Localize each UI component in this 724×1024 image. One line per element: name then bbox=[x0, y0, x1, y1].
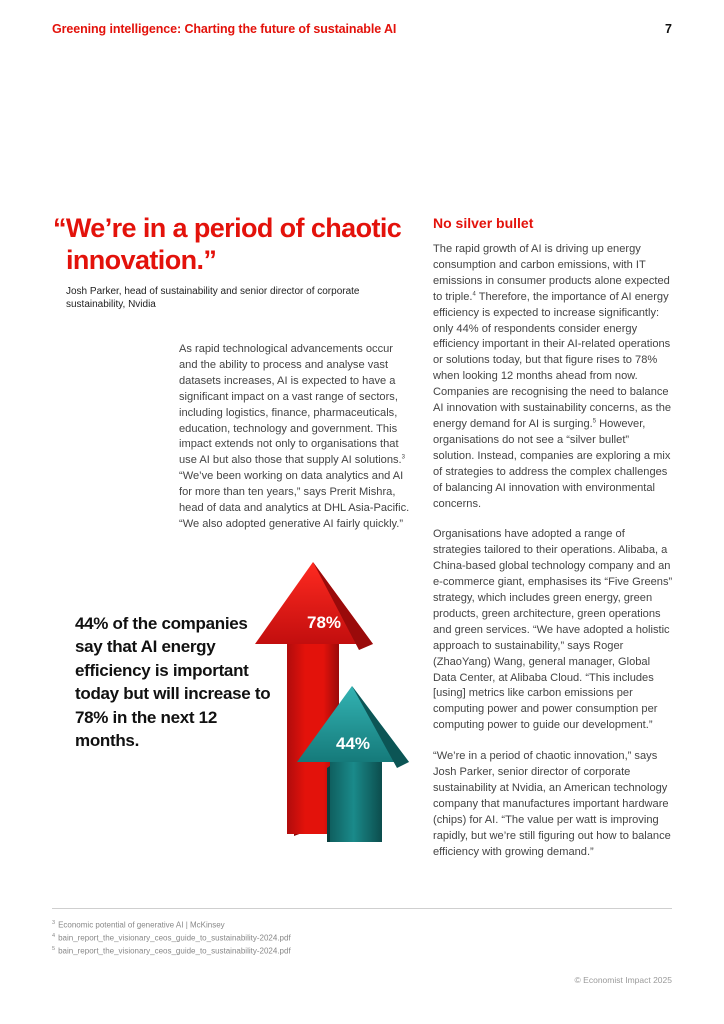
body-paragraph-2: Organisations have adopted a range of strategies tailored to their operations. Alibaba, a China-based global technology company and an e-commerce giant, emphasises its “Five Greens” strategy, which includes green energy, green products, green architecture, green operations and green services. “We have adopted a holistic approach to sustainability,” says Roger (ZhaoYang) Wang, general manager, Global Data Center, at Alibaba Cloud. “This includes [using] metrics like carbon emissions per computing power and power consumption per computing power to guide our development.” bbox=[433, 528, 673, 732]
arrow-78-label: 78% bbox=[307, 613, 342, 632]
body-paragraph-3: “We’re in a period of chaotic innovation,” says Josh Parker, senior director of corporate sustainability at Nvidia, an American technology company that manufactures important hardware (chips) for AI. “The value per watt is improving rapidly, but we’re still figuring out how to balance efficiency with growing demand.” bbox=[433, 750, 671, 858]
growth-arrows-graphic bbox=[255, 560, 425, 850]
footnotes bbox=[52, 918, 291, 957]
footnote-number: 3 bbox=[52, 920, 56, 926]
intro-paragraph bbox=[179, 342, 413, 533]
footnote-item bbox=[52, 944, 291, 957]
stat-callout: 44% of the companies say that AI energy efficiency is important today but will increase to 78% in the next 12 months. bbox=[75, 614, 271, 751]
section-heading: No silver bullet bbox=[433, 215, 534, 231]
footnote-item bbox=[52, 931, 291, 944]
footnotes-divider bbox=[52, 908, 672, 909]
footnote-text[interactable]: Economic potential of generative AI | McKinsey bbox=[58, 920, 225, 930]
footnote-ref: 5 bbox=[592, 418, 597, 425]
footnote-number: 4 bbox=[52, 933, 56, 940]
copyright-notice: © Economist Impact 2025 bbox=[574, 975, 672, 985]
footnote-item bbox=[52, 918, 291, 931]
intro-text-part1: As rapid technological advancements occur and the ability to process and analyse vast datasets increases, AI is expected to have a significant impact on a vast range of sectors, including logistics, finance, pharmaceuticals, education, technology and government. This impact extends not only to organisations that use AI but also those that supply AI solutions. bbox=[179, 343, 402, 467]
pull-quote-attribution: Josh Parker, head of sustainability and senior director of corporate sustainability, Nvidia bbox=[66, 286, 360, 310]
arrow-44-shaft bbox=[330, 762, 382, 842]
arrow-44-label: 44% bbox=[336, 734, 371, 753]
footnote-ref: 4 bbox=[472, 291, 476, 298]
body-p1-part3: However, organisations do not see a “silver bullet” solution. Instead, companies are exploring a mix of strategies to address the complex challenges of balancing AI innovation with environmental concerns. bbox=[433, 417, 671, 510]
footnote-text[interactable]: bain_report_the_visionary_ceos_guide_to_sustainability-2024.pdf bbox=[58, 933, 291, 943]
page-number: 7 bbox=[665, 22, 672, 36]
pull-quote-text: “We’re in a period of chaotic innovation.” bbox=[53, 213, 402, 275]
running-header-title: Greening intelligence: Charting the future of sustainable AI bbox=[52, 22, 397, 36]
footnote-text[interactable]: bain_report_the_visionary_ceos_guide_to_sustainability-2024.pdf bbox=[58, 946, 291, 956]
intro-text-part2: “We’ve been working on data analytics and AI for more than ten years,” says Prerit Mishra, head of data and analytics at DHL Asia-Pacific. “We also adopted generative AI fairly quickly.” bbox=[179, 470, 410, 530]
body-p1-part1: The rapid growth of AI is driving up energy consumption and carbon emissions, with IT emissions in consumer products alone expected to triple. bbox=[433, 243, 670, 303]
footnote-ref: 3 bbox=[401, 454, 405, 461]
body-p1-part2: Therefore, the importance of AI energy efficiency is expected to increase significantly: only 44% of respondents consider energy efficiency important in their AI-related operations or solutions today, but that figure rises to 78% when looking 12 months ahead from now. Companies are recognising the need to balance AI innovation with sustainability concerns, as the energy demand for AI is surging. bbox=[433, 290, 672, 430]
body-paragraph-1 bbox=[433, 242, 673, 512]
right-column-body bbox=[433, 242, 673, 876]
pull-quote bbox=[48, 212, 408, 276]
footnote-number: 5 bbox=[52, 946, 56, 953]
